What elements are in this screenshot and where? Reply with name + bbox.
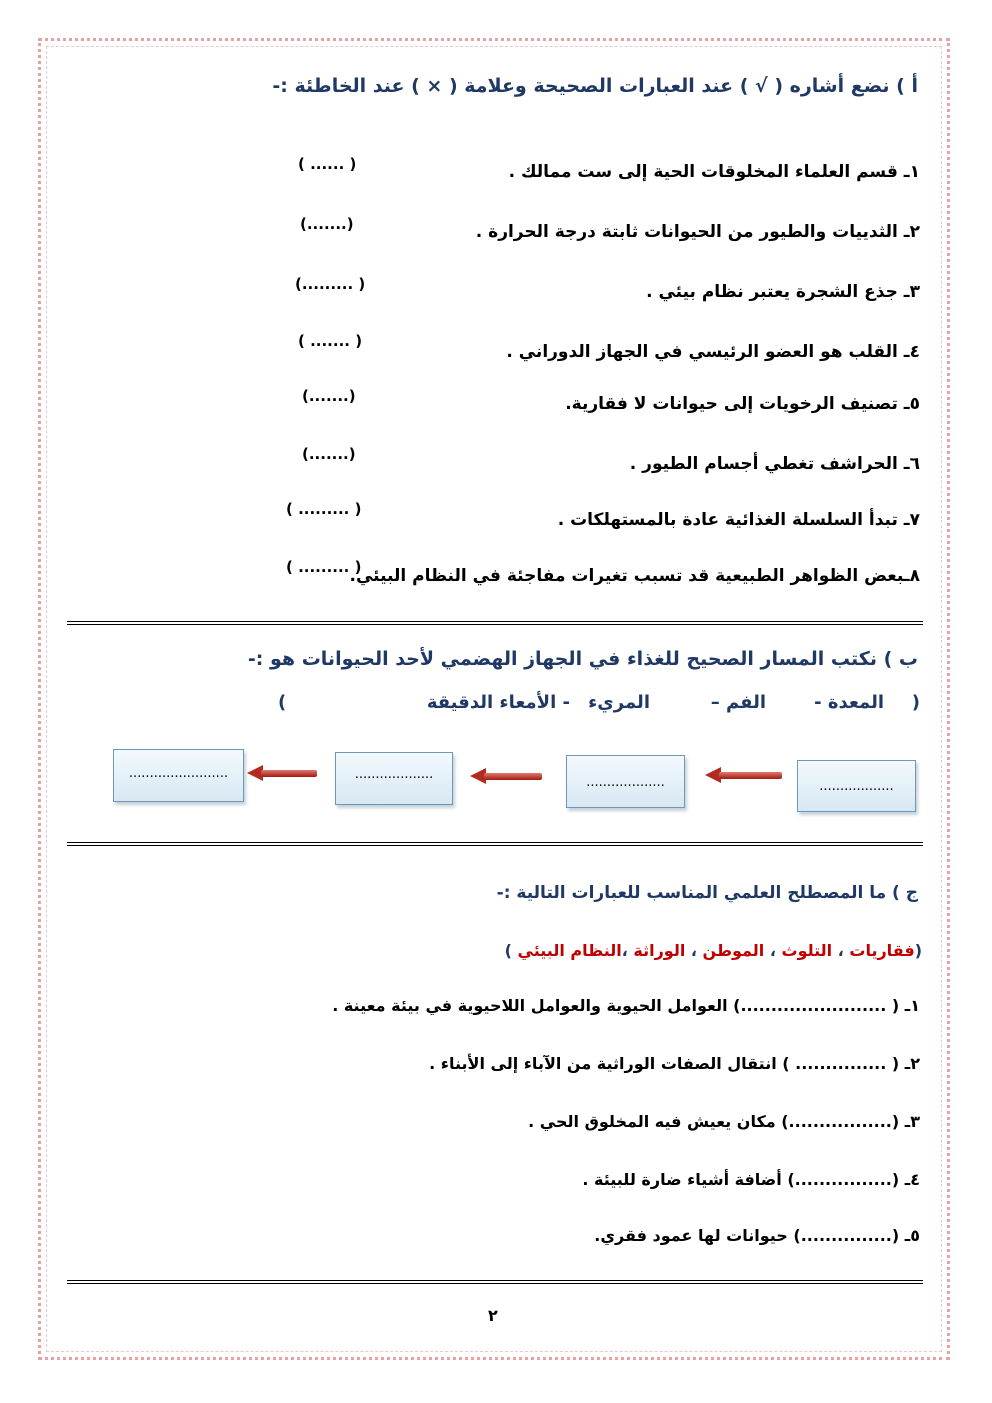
option-esophagus: المريء — [588, 692, 650, 713]
answer-blank-4[interactable]: ( ....... ) — [298, 332, 363, 350]
page-number: ٢ — [488, 1306, 498, 1325]
divider-3 — [67, 1280, 923, 1284]
option-small-intestine: - الأمعاء الدقيقة — [426, 692, 570, 713]
arrow-1 — [705, 771, 782, 780]
option-mouth: الفم – — [710, 692, 766, 713]
terms-open-paren: ( — [914, 941, 922, 960]
arrow-3 — [247, 769, 317, 778]
answer-blank-6[interactable]: (.......) — [302, 445, 356, 463]
digestive-box-2[interactable]: ................... — [566, 755, 685, 808]
term-habitat: الموطن — [702, 941, 765, 960]
terms-separator: ، — [621, 941, 634, 960]
terms-close-paren: ) — [504, 941, 518, 960]
answer-blank-7[interactable]: ( ......... ) — [286, 500, 362, 518]
answer-blank-2[interactable]: (.......) — [300, 215, 354, 233]
answer-blank-3[interactable]: ( .........) — [295, 275, 366, 293]
term-item-4: ٤ـ (................) أضافة أشياء ضارة للبيئة . — [582, 1170, 920, 1189]
answer-blank-1[interactable]: ( ...... ) — [298, 155, 357, 173]
statement-6: ٦ـ الحراشف تغطي أجسام الطيور . — [629, 454, 920, 474]
section-c-title: ج ) ما المصطلح العلمي المناسب للعبارات التالية :- — [496, 883, 918, 903]
section-a-title: أ ) نضع أشاره ( √ ) عند العبارات الصحيحة وعلامة ( × ) عند الخاطئة :- — [272, 75, 918, 97]
statement-1: ١ـ قسم العلماء المخلوقات الحية إلى ست ممالك . — [508, 162, 920, 182]
option-stomach: المعدة - — [814, 692, 884, 713]
digestive-box-4[interactable]: ........................ — [113, 749, 244, 802]
term-item-5: ٥ـ (...............) حيوانات لها عمود فقري. — [594, 1226, 920, 1245]
divider-1 — [67, 621, 923, 625]
options-open-paren: ( — [911, 692, 920, 713]
terms-separator: ، — [764, 941, 782, 960]
digestive-box-3[interactable]: ................... — [335, 752, 453, 805]
statement-2: ٢ـ الثدييات والطيور من الحيوانات ثابتة درجة الحرارة . — [475, 222, 920, 242]
terms-list — [505, 941, 922, 960]
term-heredity: الوراثة — [633, 941, 686, 960]
terms-separator: ، — [832, 941, 850, 960]
term-item-1: ١ـ ( ........................) العوامل الحيوية والعوامل اللاحيوية في بيئة معينة . — [332, 996, 920, 1015]
section-b-title: ب ) نكتب المسار الصحيح للغذاء في الجهاز الهضمي لأحد الحيوانات هو :- — [247, 648, 918, 670]
answer-blank-5[interactable]: (.......) — [302, 387, 356, 405]
statement-5: ٥ـ تصنيف الرخويات إلى حيوانات لا فقارية. — [565, 394, 920, 414]
term-item-3: ٣ـ (.................) مكان يعيش فيه المخلوق الحي . — [528, 1112, 920, 1131]
term-item-2: ٢ـ ( ............... ) انتقال الصفات الوراثية من الآباء إلى الأبناء . — [429, 1054, 920, 1073]
term-vertebrates: فقاريات — [849, 941, 915, 960]
term-pollution: التلوث — [781, 941, 833, 960]
digestive-box-1[interactable]: .................. — [797, 760, 916, 812]
statement-7: ٧ـ تبدأ السلسلة الغذائية عادة بالمستهلكات . — [557, 510, 920, 530]
statement-8: ٨ـبعض الظواهر الطبيعية قد تسبب تغيرات مفاجئة في النظام البيئي. — [349, 566, 920, 586]
terms-separator: ، — [685, 941, 703, 960]
arrow-2 — [470, 772, 542, 781]
term-ecosystem: النظام البيئي — [517, 941, 622, 960]
statement-4: ٤ـ القلب هو العضو الرئيسي في الجهاز الدوراني . — [506, 342, 920, 362]
statement-3: ٣ـ جذع الشجرة يعتبر نظام بيئي . — [646, 282, 920, 302]
options-close-paren: ) — [278, 692, 287, 713]
answer-blank-8[interactable]: ( ......... ) — [286, 558, 362, 576]
divider-2 — [67, 842, 923, 846]
